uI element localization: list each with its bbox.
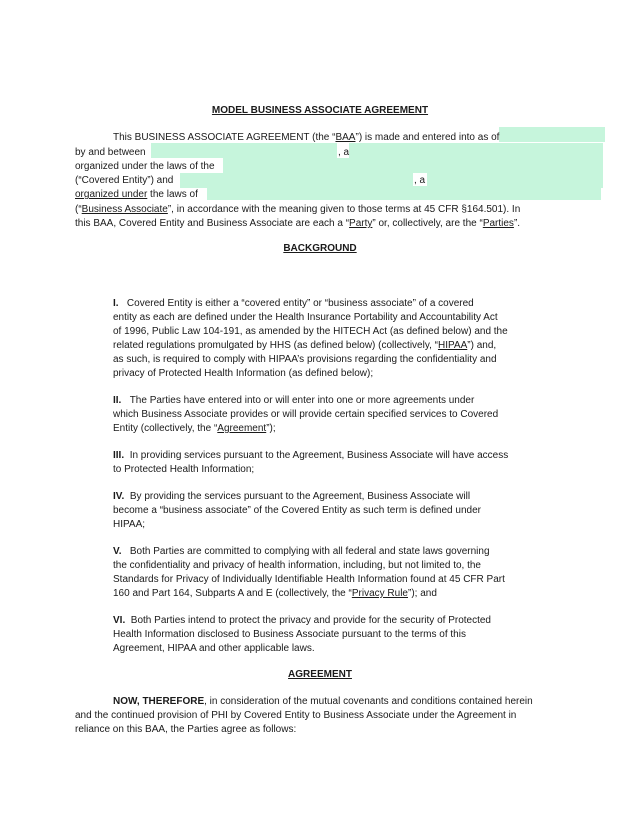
intro-line-6: (“Business Associate”, in accordance with the meaning given to those terms at 45 CFR §164.501). In [75, 204, 521, 215]
background-item-5: V. Both Parties are committed to complying with all federal and state laws governing [113, 546, 490, 557]
parties-term: Parties [482, 218, 514, 229]
background-item-3: III. In providing services pursuant to the Agreement, Business Associate will have access [113, 450, 509, 461]
background-item-2: II. The Parties have entered into or will enter into one or more agreements under [113, 395, 475, 406]
background-item-2-line: Entity (collectively, the “Agreement”); [113, 423, 276, 434]
business-associate-state-field[interactable] [207, 186, 601, 200]
intro-line-3: organized under the laws of the [75, 161, 215, 172]
background-item-4-line: HIPAA; [113, 519, 146, 530]
hipaa-term: HIPAA [437, 340, 468, 351]
intro-line-7: this BAA, Covered Entity and Business Associate are each a “Party” or, collectively, are the “Parties”. [75, 218, 521, 229]
background-item-1-line: of 1996, Public Law 104-191, as amended by the HITECH Act (as defined below) and the [113, 326, 508, 337]
agreement-line-1: NOW, THEREFORE, in consideration of the mutual covenants and conditions contained herein [113, 696, 533, 707]
background-item-2-line: which Business Associate provides or will provide certain specified services to Covered [113, 409, 499, 420]
background-item-6-line: Agreement, HIPAA and other applicable laws. [113, 643, 315, 654]
intro-comma-a-2: , a [414, 175, 426, 186]
background-item-3-line: to Protected Health Information; [113, 464, 255, 475]
business-associate-term: Business Associate [81, 204, 168, 215]
agreement-term: Agreement [217, 423, 267, 434]
agreement-line-3: reliance on this BAA, the Parties agree as follows: [75, 724, 297, 735]
agreement-date-field[interactable] [499, 127, 605, 142]
intro-line-4: (“Covered Entity”) and [75, 175, 174, 186]
background-item-5-line: Standards for Privacy of Individually Identifiable Health Information found at 45 CFR Part [113, 574, 505, 585]
background-item-4-line: become a “business associate” of the Covered Entity as such term is defined under [113, 505, 481, 516]
intro-line-5: organized under the laws of [75, 189, 198, 200]
intro-line-2: by and between [75, 147, 146, 158]
background-item-5-line: 160 and Part 164, Subparts A and E (collectively, the “Privacy Rule”); and [113, 588, 437, 599]
background-item-1-line: as such, is required to comply with HIPAA’s provisions regarding the confidentiality and [113, 354, 497, 365]
background-item-1: I. Covered Entity is either a “covered entity” or “business associate” of a covered [113, 298, 474, 309]
intro-comma-a-1: , a [338, 147, 350, 158]
intro-line-1: This BUSINESS ASSOCIATE AGREEMENT (the “BAA”) is made and entered into as of [113, 132, 500, 143]
background-item-6-line: Health Information disclosed to Business Associate pursuant to the terms of this [113, 629, 466, 640]
privacy-rule-term: Privacy Rule [351, 588, 408, 599]
covered-entity-state-field[interactable] [223, 158, 603, 173]
background-item-5-line: the confidentiality and privacy of health information, including, but not limited to, the [113, 560, 481, 571]
background-heading: BACKGROUND [283, 243, 357, 254]
agreement-line-2: and the continued provision of PHI by Covered Entity to Business Associate under the Agreement in [75, 710, 517, 721]
covered-entity-name-field[interactable] [151, 143, 337, 158]
agreement-heading: AGREEMENT [288, 669, 352, 680]
background-item-6: VI. Both Parties intend to protect the privacy and provide for the security of Protected [113, 615, 491, 626]
background-item-1-line: entity as each are defined under the Health Insurance Portability and Accountability Act [113, 312, 498, 323]
background-item-4: IV. By providing the services pursuant to the Agreement, Business Associate will [113, 491, 471, 502]
covered-entity-type-field[interactable] [349, 143, 603, 158]
baa-term: BAA [335, 132, 356, 143]
background-item-1-line: related regulations promulgated by HHS (as defined below) (collectively, “HIPAA”) and, [113, 340, 497, 351]
document-title: MODEL BUSINESS ASSOCIATE AGREEMENT [211, 105, 429, 116]
background-item-1-line: privacy of Protected Health Information (as defined below); [113, 368, 374, 379]
party-term: Party [349, 218, 373, 229]
